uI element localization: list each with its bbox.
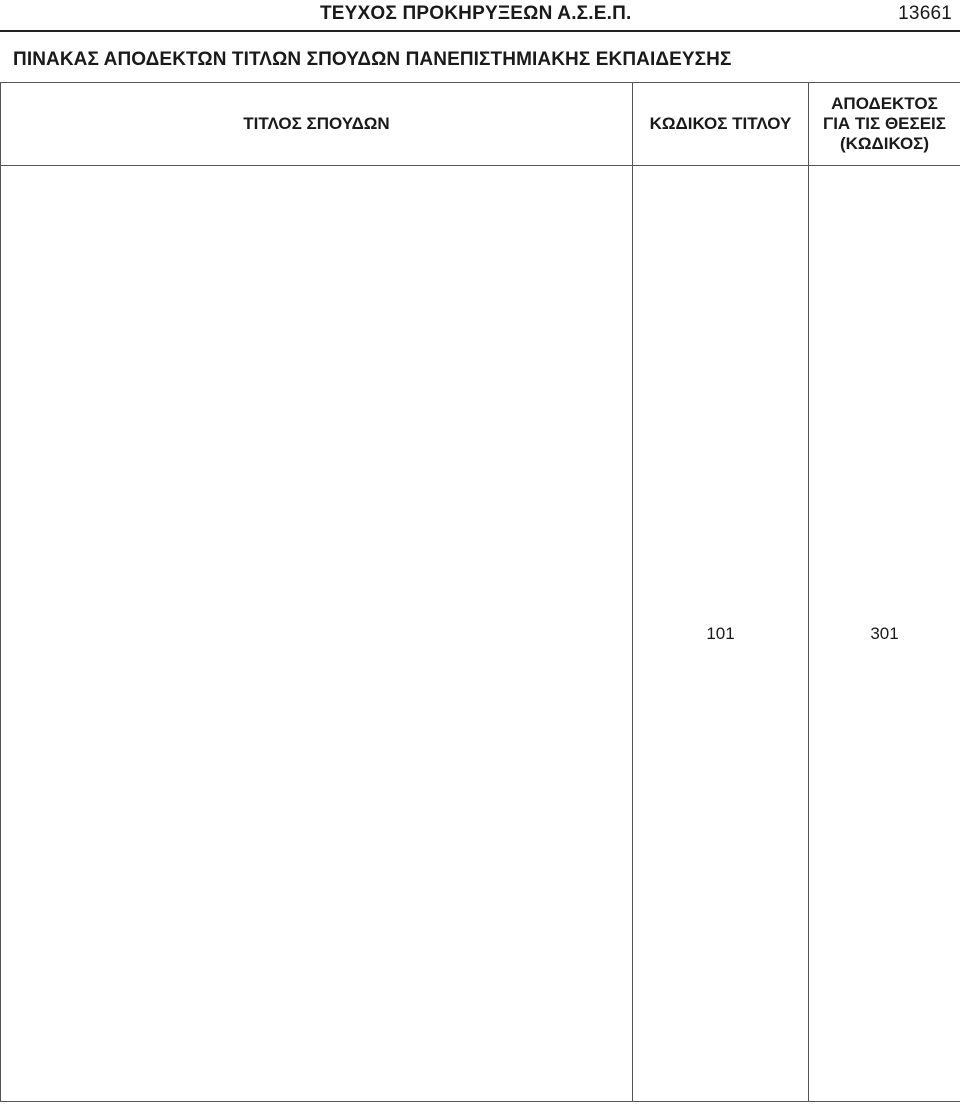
running-header: [0, 0, 960, 32]
running-title: ΤΕΥΧΟΣ ΠΡΟΚΗΡΥΞΕΩΝ Α.Σ.Ε.Π.: [320, 3, 632, 24]
header-accepted-line-2: ΓΙΑ ΤΙΣ ΘΕΣΕΙΣ: [822, 114, 946, 133]
degree-titles-table: [0, 82, 960, 1102]
header-accepted: [809, 83, 960, 166]
title-cell: [1, 166, 633, 1102]
position-code: 301: [870, 623, 899, 643]
header-accepted-line-1: ΑΠΟΔΕΚΤΟΣ: [831, 94, 938, 113]
title-code-cell: [633, 166, 809, 1102]
table-header-row: [1, 83, 960, 166]
table-caption: ΠΙΝΑΚΑΣ ΑΠΟΔΕΚΤΩΝ ΤΙΤΛΩΝ ΣΠΟΥΔΩΝ ΠΑΝΕΠΙΣΤΗΜΙΑΚΗΣ ΕΚΠΑΙΔΕΥΣΗΣ: [13, 49, 732, 70]
table-row: [1, 166, 960, 1102]
title-code: 101: [706, 623, 735, 643]
position-code-cell: [809, 166, 960, 1102]
page-number: 13661: [898, 3, 952, 24]
header-accepted-line-3: (ΚΩΔΙΚΟΣ): [839, 134, 930, 153]
header-title: [1, 83, 633, 166]
header-title-label: ΤΙΤΛΟΣ ΣΠΟΥΔΩΝ: [243, 114, 390, 133]
degree-title-text: [1, 166, 632, 170]
header-code-label: ΚΩΔΙΚΟΣ ΤΙΤΛΟΥ: [649, 114, 792, 133]
header-code: [633, 83, 809, 166]
